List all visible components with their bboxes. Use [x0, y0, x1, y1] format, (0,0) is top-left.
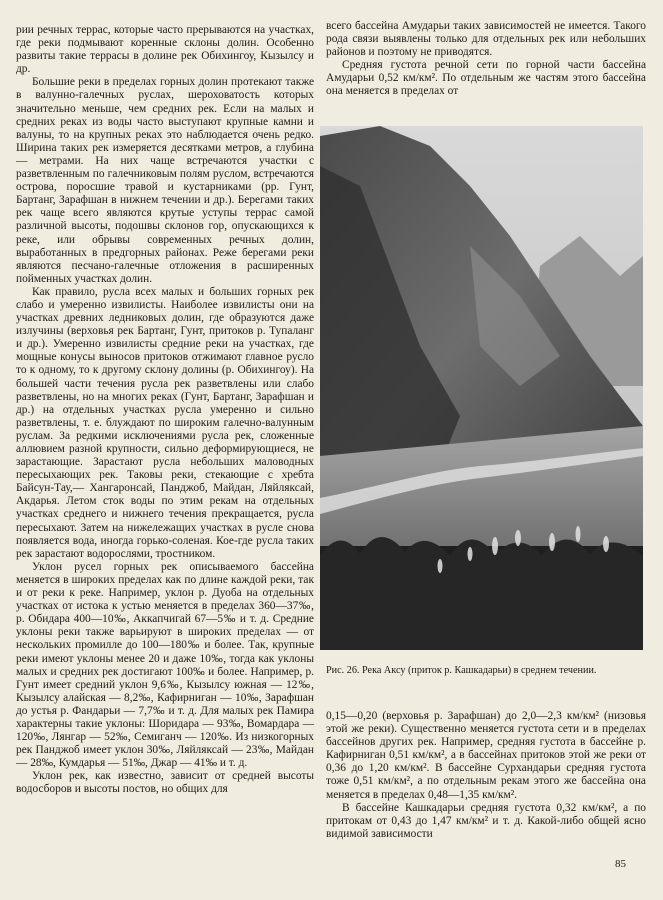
paragraph: 0,15—0,20 (верховья р. Зарафшан) до 2,0—2,3 км/км² (низовья этой же реки). Существенно меняется густота сети и в пределах бассейнов других рек. Например, средняя густота в бассейне р. Кафирниган 0,51 км/км², а в бассейнах притоков этой же реки от 0,36 до 1,20 км/км². В бассейне Сурхандарьи средняя густота тоже 0,51 км/км², а по отдельным рекам этого же бассейна она меняется в пределах 0,48—1,35 км/км².	[326, 710, 646, 801]
paragraph: Уклон русел горных рек описываемого бассейна меняется в широких пределах как по длине каждой реки, так и от реки к реке. Например, уклон р. Дуоба на отдельных участках от истока к устью меняется в пределах 360—37‰, р. Обидара 400—10‰, Аккапчигай 67—5‰ и т. д. Средние уклоны реки также варьируют в широких пределах — от нескольких промилле до 100—180‰ и более. Так, крупные реки имеют уклоны менее 20 и даже 10‰, тогда как уклоны малых и средних рек достигают 100‰ и более. Например, р. Гунт имеет средний уклон 9,6‰, Кызылсу южная — 12‰, Кызылсу алайская — 8,2‰, Кафирниган — 10‰, Зарафшан до устья р. Фандарьи — 7,7‰ и т. д. Для малых рек Памира характерны такие уклоны: Шоридара — 93‰, Вомардара — 120‰, Лянгар — 52‰, Семиганч — 120‰. Из низкогорных рек Панджоб имеет уклон 30‰, Ляйляксай — 23‰, Майдан — 28‰, Кумдарья — 51‰, Джар — 41‰ и т. д.	[16, 560, 314, 770]
figure-caption: Рис. 26. Река Аксу (приток р. Кашкадарьи) в среднем течении.	[326, 665, 597, 676]
left-text-column	[16, 24, 314, 797]
paragraph: В бассейне Кашкадарьи средняя густота 0,32 км/км², а по притокам от 0,43 до 1,47 км/км² и т. д. Какой-либо общей ясно видимой зависимости	[326, 801, 646, 840]
paragraph: Уклон рек, как известно, зависит от средней высоты водосборов и высоты постов, но общих для	[16, 770, 314, 796]
paragraph: всего бассейна Амударьи таких зависимостей не имеется. Такого рода связи выявлены только для отдельных рек или небольших районов и поэтому не приводятся.	[326, 20, 646, 59]
paragraph: Средняя густота речной сети по горной части бассейна Амударьи 0,52 км/км². По отдельным же частям этого бассейна она меняется в пределах от	[326, 59, 646, 98]
right-text-column-top	[326, 20, 646, 99]
paragraph: Большие реки в пределах горных долин протекают также в валунно-галечных руслах, шероховатость которых значительно меньше, чем средних рек. Если на малых и средних реках из воды часто выступают крупные камни и валуны, то на крупных реках это наблюдается очень редко. Ширина таких рек измеряется десятками метров, а глубина — метрами. На них чаще встречаются участки с разветвленным по галечниковым полям руслом, встречаются острова, поросшие травой и кустарниками (рр. Гунт, Бартанг, Зарафшан в нижнем течении и др.). Берегами таких рек чаще всего являются крутые уступы террас самой различной высоты, подошвы склонов гор, опускающихся к реке, или обрывы современных речных долин, выработанных в предгорных районах. Реже берегами реки являются песчано-галечные отложения в расширенных пойменных участках долин.	[16, 76, 314, 285]
right-text-column-bottom	[326, 710, 646, 841]
page-number: 85	[615, 858, 626, 870]
figure-photo-aksu-river	[320, 126, 643, 650]
paragraph: Как правило, русла всех малых и больших горных рек слабо и умеренно извилисты. Наиболее извилисты они на участках древних ледниковых долин, где образуются даже излучины (верховья рек Бартанг, Гунт, притоков р. Тупаланг и др.). Умеренно извилисты средние реки на участках, где мощные конусы выносов притоков отжимают главное русло то к одному, то к другому склону долины (р. Обихингоу). На большей части течения русла рек разветвлены или слабо разветвлены, но на многих реках (Гунт, Бартанг, Зарафшан и др.) на отдельных участках русла умеренно и сильно разветвлены, т. е. блуждают по широким галечно-валунным руслам. За редкими исключениями русла рек, сложенные аллювием разной крупности, сильно деформирующиеся, не зарастающие. Зарастают русла небольших маловодных пересыхающих рек. Таковы реки, стекающие с хребта Байсун-Тау,— Хангаронсай, Панджоб, Майдан, Ляйляксай, Акдарья. Летом сток воды по этим рекам на отдельных участках среднего и нижнего течения прекращается, русла пересыхают. Затем на нижележащих участках в русле снова появляется вода, иногда горько-соленая. Кое-где русла таких рек зарастают водорослями, тростником.	[16, 285, 314, 560]
paragraph: рии речных террас, которые часто прерываются на участках, где реки подмывают коренные склоны долин. Особенно развиты такие террасы в долине рек Обихингоу, Кызылсу и др.	[16, 24, 314, 76]
mountain-river-photo	[320, 126, 643, 650]
